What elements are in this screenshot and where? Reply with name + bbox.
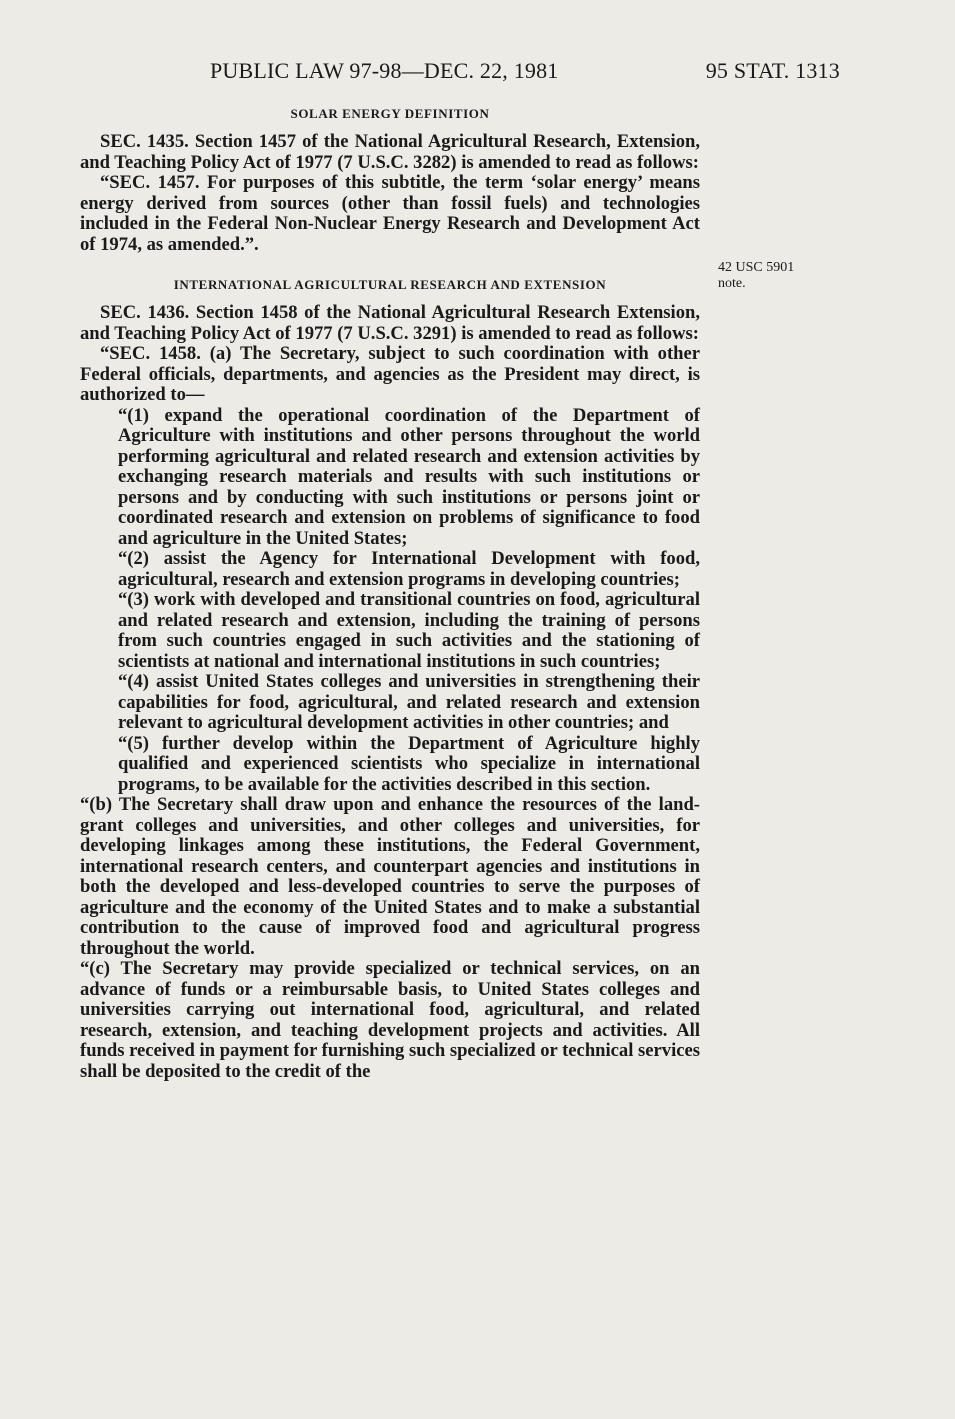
paragraph-sec-1436: SEC. 1436. Section 1458 of the National Agricultural Research Extension, and Teaching Policy Act of 1977 (7 U.S.C. 3291) is amended to read as follows:	[80, 302, 700, 344]
section-heading-solar: SOLAR ENERGY DEFINITION	[290, 106, 490, 121]
section-heading-international: INTERNATIONAL AGRICULTURAL RESEARCH AND EXTENSION	[173, 277, 607, 292]
list-item: “(2) assist the Agency for International Development with food, agricultural, research and extension programs in developing countries;	[118, 548, 700, 590]
header-stat-page: 95 STAT. 1313	[705, 58, 840, 83]
paragraph-sec-1457: “SEC. 1457. For purposes of this subtitle, the term ‘solar energy’ means energy derived from sources (other than fossil fuels) and technologies included in the Federal Non-Nuclear Energy Research and Development Act of 1974, as amended.”.	[80, 172, 700, 255]
paragraph-subsection-b: “(b) The Secretary shall draw upon and enhance the resources of the land-grant colleges and universities, and other colleges and universities, for developing linkages among these institutions, the Federal Government, international research centers, and counterpart agencies and institutions in both the developed and less-developed countries to serve the purposes of agriculture and the economy of the United States and to make a substantial contribution to the cause of improved food and agricultural progress throughout the world.	[80, 794, 700, 959]
body-column	[80, 106, 700, 1082]
header-public-law: PUBLIC LAW 97-98—DEC. 22, 1981	[210, 58, 559, 83]
margin-citation-note	[718, 260, 794, 292]
list-item: “(4) assist United States colleges and universities in strengthening their capabilities for food, agricultural, and related research and extension relevant to agricultural development activities in other countries; and	[118, 671, 700, 733]
margin-citation-line1: 42 USC 5901	[718, 260, 795, 275]
paragraph-sec-1458: “SEC. 1458. (a) The Secretary, subject to such coordination with other Federal officials, departments, and agencies as the President may direct, is authorized to—	[80, 343, 700, 405]
page-header	[80, 58, 840, 92]
paragraph-subsection-c: “(c) The Secretary may provide specialized or technical services, on an advance of funds or a reimbursable basis, to United States colleges and universities carrying out international food, agricultural, and related research, extension, and teaching development projects and activities. All funds received in payment for furnishing such specialized or technical services shall be deposited to the credit of the	[80, 958, 700, 1082]
list-item: “(5) further develop within the Department of Agriculture highly qualified and experienced scientists who specialize in international programs, to be available for the activities described in this section.	[118, 732, 700, 795]
paragraph-sec-1435: SEC. 1435. Section 1457 of the National Agricultural Research, Extension, and Teaching Policy Act of 1977 (7 U.S.C. 3282) is amended to read as follows:	[80, 131, 700, 173]
margin-citation-line2: note.	[718, 276, 746, 291]
list-item: “(1) expand the operational coordination of the Department of Agriculture with institutions and other persons throughout the world performing agricultural and related research and extension activities by exchanging research materials and results with such institutions or persons and by conducting with such institutions or persons joint or coordinated research and extension on problems of significance to food and agriculture in the United States;	[118, 404, 700, 549]
list-item: “(3) work with developed and transitional countries on food, agricultural and related research and extension, including the training of persons from such countries engaged in such activities and the stationing of scientists at national and international institutions in such countries;	[118, 589, 700, 672]
